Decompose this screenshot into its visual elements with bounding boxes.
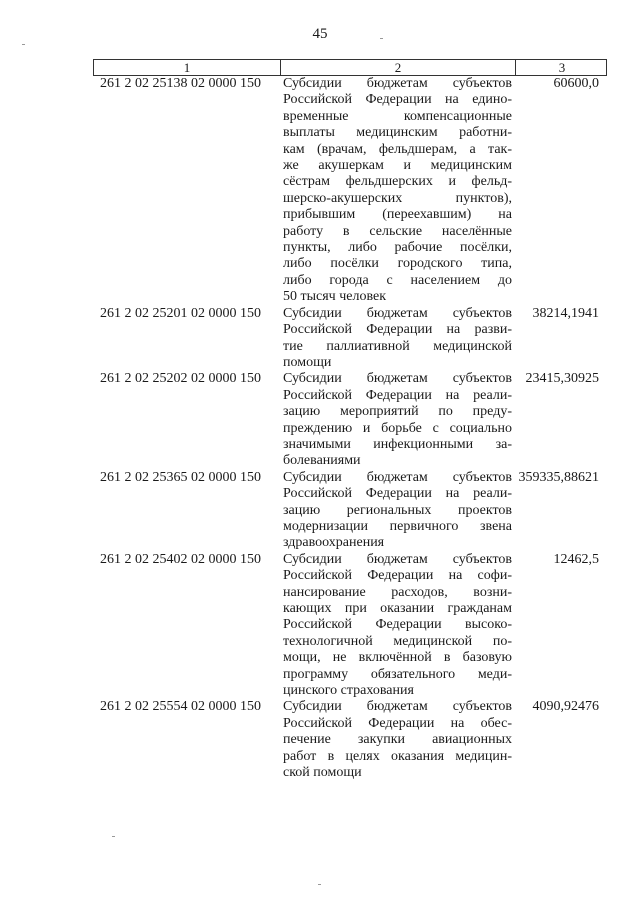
amount-value: 4090,92476	[532, 699, 599, 715]
description-line: кающих при оказании гражданам	[283, 601, 512, 616]
description-line: работу в сельские населённые	[283, 223, 512, 239]
description-line: технологичной медицинской по-	[283, 633, 512, 649]
description-line: Российской Федерации высоко-	[283, 617, 512, 633]
description-line: пункты, либо рабочие посёлки,	[283, 240, 512, 256]
description-line: шерско-акушерских пунктов),	[283, 190, 512, 206]
description-line: выплаты медицинским работни-	[283, 125, 512, 141]
description-line: модернизации первичного звена	[283, 518, 512, 534]
column-header-1: 1	[183, 60, 191, 75]
income-description	[279, 470, 514, 552]
description-line: Российской Федерации на реали-	[283, 387, 512, 403]
income-description	[279, 306, 514, 372]
scan-speck	[318, 884, 321, 885]
description-line: преждению и борьбе с социально	[283, 420, 512, 436]
description-line: Российской Федерации на едино-	[283, 92, 512, 108]
description-line: Субсидии бюджетам субъектов	[283, 699, 512, 715]
table-row	[93, 76, 607, 306]
description-line: мощи, не включённой в базовую	[283, 650, 512, 666]
description-line: 50 тысяч человек	[283, 289, 387, 305]
description-line: сёстрам фельдшерских и фельд-	[283, 174, 512, 190]
description-line: Российской Федерации на реали-	[283, 486, 512, 502]
amount-value: 23415,30925	[525, 371, 599, 387]
description-line: Российской Федерации на разви-	[283, 322, 512, 338]
description-line: Российской Федерации на софи-	[283, 568, 512, 584]
description-line: Субсидии бюджетам субъектов	[283, 469, 512, 485]
budget-code: 261 2 02 25202 02 0000 150	[100, 371, 261, 387]
column-header-2: 2	[280, 60, 515, 76]
amount-value: 60600,0	[553, 76, 599, 91]
description-line: работ в целях оказания медицин-	[283, 748, 512, 764]
budget-table	[93, 59, 607, 781]
description-line: временные компенсационные	[283, 108, 512, 124]
budget-code: 261 2 02 25201 02 0000 150	[100, 305, 261, 321]
column-header-3: 3	[515, 60, 608, 76]
description-line: либо города с населением до	[283, 272, 512, 288]
description-line: Субсидии бюджетам субъектов	[283, 371, 512, 387]
description-line: здравоохранения	[283, 535, 385, 551]
description-line: Субсидии бюджетам субъектов	[283, 76, 512, 91]
table-row	[93, 371, 607, 469]
description-line: тие паллиативной медицинской	[283, 338, 512, 354]
table-row	[93, 699, 607, 781]
description-line: Российской Федерации на обес-	[283, 715, 512, 731]
description-line: ской помощи	[283, 765, 362, 781]
description-line: печение закупки авиационных	[283, 732, 512, 748]
income-description	[279, 371, 514, 469]
description-line: помощи	[283, 354, 332, 370]
income-description	[279, 699, 514, 781]
income-description	[279, 552, 514, 700]
description-line: цинского страхования	[283, 683, 414, 699]
table-row	[93, 470, 607, 552]
budget-code: 261 2 02 25365 02 0000 150	[100, 469, 261, 485]
page-number: 45	[312, 26, 328, 42]
scan-speck	[380, 38, 383, 39]
description-line: же акушеркам и медицинским	[283, 158, 512, 174]
scan-speck	[112, 836, 115, 837]
table-row	[93, 552, 607, 700]
description-line: значимыми инфекционными за-	[283, 436, 512, 452]
table-row	[93, 306, 607, 372]
description-line: либо посёлки городского типа,	[283, 256, 512, 272]
budget-code: 261 2 02 25138 02 0000 150	[100, 76, 261, 91]
description-line: Субсидии бюджетам субъектов	[283, 305, 512, 321]
budget-code: 261 2 02 25402 02 0000 150	[100, 551, 261, 567]
budget-code: 261 2 02 25554 02 0000 150	[100, 699, 261, 715]
amount-value: 12462,5	[553, 551, 599, 567]
description-line: нансирование расходов, возни-	[283, 584, 512, 600]
description-line: кам (врачам, фельдшерам, а так-	[283, 141, 512, 157]
scan-speck	[22, 44, 25, 45]
income-description	[279, 76, 514, 306]
table-header-row	[93, 59, 607, 76]
description-line: зацию региональных проектов	[283, 502, 512, 518]
description-line: Субсидии бюджетам субъектов	[283, 551, 512, 567]
amount-value: 38214,1941	[532, 305, 599, 321]
amount-value: 359335,88621	[518, 469, 599, 485]
table-body	[93, 76, 607, 781]
description-line: зацию мероприятий по преду-	[283, 404, 512, 420]
description-line: программу обязательного меди-	[283, 666, 512, 682]
description-line: прибывшим (переехавшим) на	[283, 207, 512, 223]
description-line: болеваниями	[283, 453, 361, 469]
